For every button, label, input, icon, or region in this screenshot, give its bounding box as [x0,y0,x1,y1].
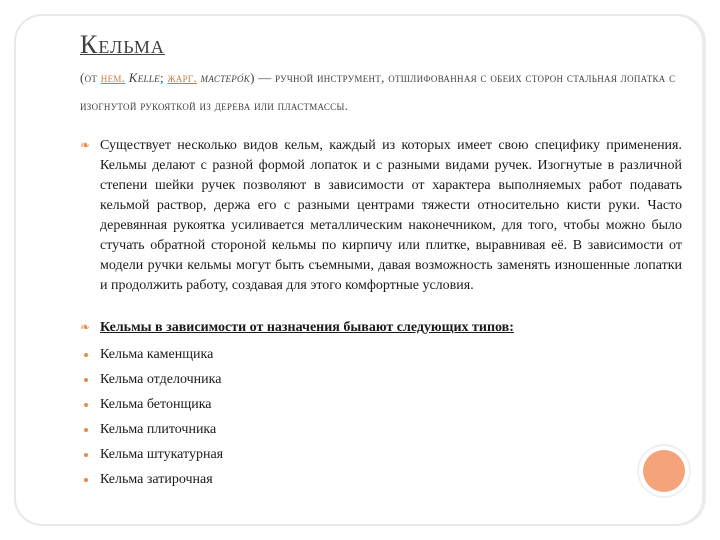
definition-open: (от [80,70,101,85]
orange-dot-icon [84,428,88,432]
orange-dot-icon [84,403,88,407]
orange-dot-icon [84,378,88,382]
list-item-label: Кельма штукатурная [100,446,224,462]
orange-dot-icon [84,353,88,357]
orange-dot-icon [84,453,88,457]
list-item [84,367,223,392]
definition-word: Kelle [125,70,160,85]
list-item-label: Кельма отделочника [100,371,222,387]
list-item [84,342,223,367]
paragraph-bullet [80,136,682,296]
paragraph-text: Существует несколько видов кельм, каждый из которых имеет свою специфику применения. Кельмы делают с разной формой лопаток и с разными видами ручек. Изогнутые в различной степени шейки ручек позволяют в зависимости от характера выполняемых работ подавать кельмой раствор, держа его с разными центрами тяжести относительно кисти руки. Часто деревянная рукоятка усиливается металлическим наконечником, для того, чтобы можно было стучать обратной стороной кельмы по кирпичу или плитке, выравнивая её. В зависимости от модели ручки кельмы могут быть съемными, давая возможность заменять изношенные лопатки и продолжить работу, создавая для этого комфортные условия. [100,138,682,293]
list-item [84,467,223,492]
orange-dot-icon [84,478,88,482]
decorative-circle [643,450,685,492]
list-item-label: Кельма плиточника [100,421,217,437]
definition-rest: ) — ручной инструмент, отшлифованная с обеих сторон стальная лопатка с изогнутой рукояткой из дерева или пластмассы. [80,70,676,113]
list-item-label: Кельма затирочная [100,471,213,487]
heading-bullet [80,318,682,338]
list-item [84,417,223,442]
link-jarg[interactable]: жарг. [167,70,197,85]
link-nem[interactable]: нем. [100,70,126,85]
definition-text [80,64,680,120]
slide-title: Кельма [80,30,165,59]
list-item-label: Кельма каменщика [100,346,214,362]
orange-leaf-icon: ❧ [80,320,91,334]
list-item [84,392,223,417]
definition-sep: ; [159,70,168,85]
types-list [84,342,223,492]
orange-leaf-icon: ❧ [80,138,91,152]
list-item [84,442,223,467]
types-heading: Кельмы в зависимости от назначения бывают следующих типов: [100,320,514,335]
list-item-label: Кельма бетонщика [100,396,212,412]
definition-word2: мастеро́к [196,70,251,85]
